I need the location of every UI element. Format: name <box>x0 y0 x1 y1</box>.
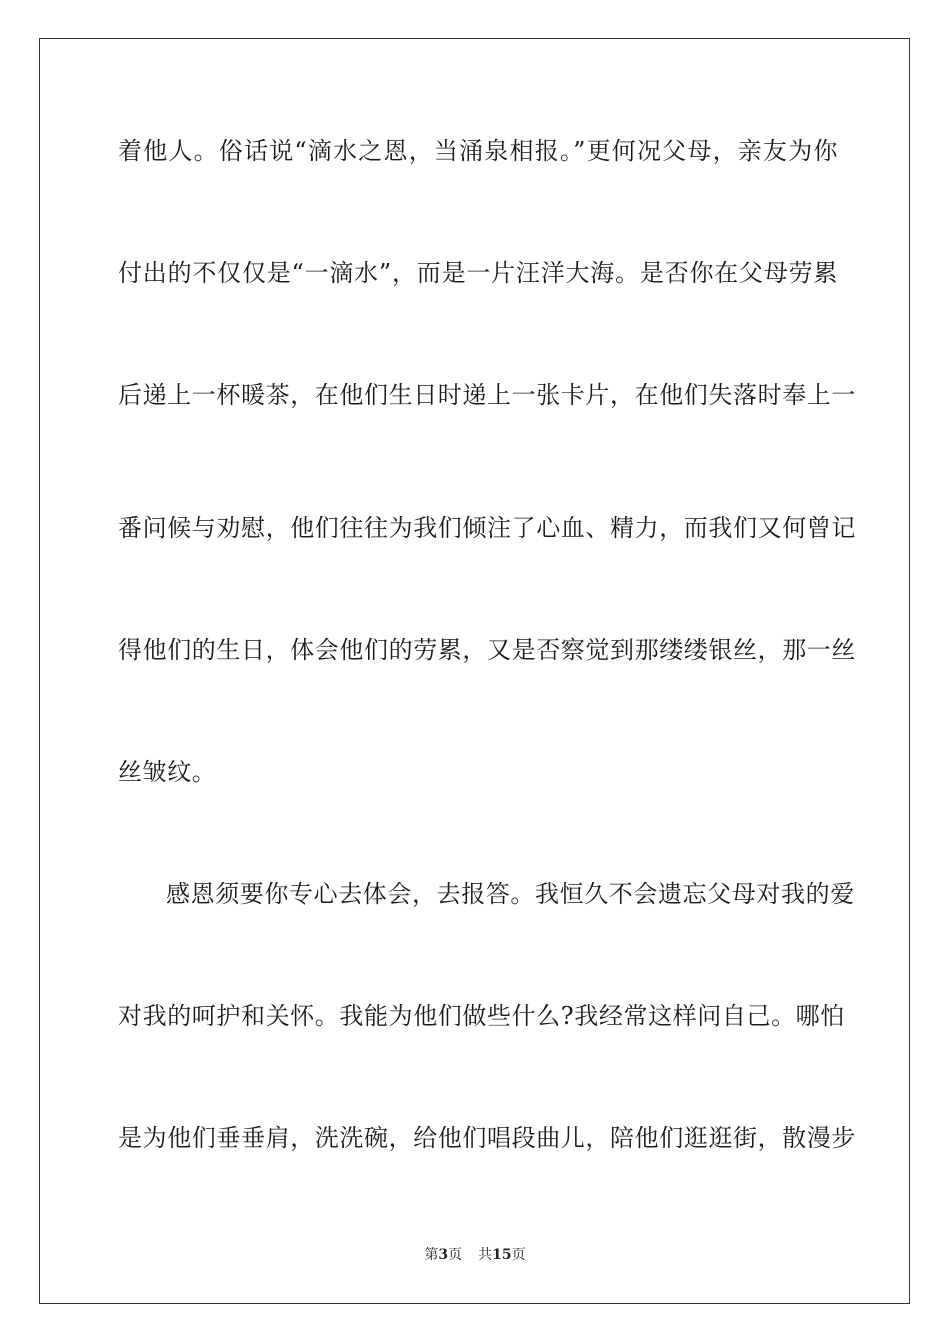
text-line-9: 是为他们垂垂肩，洗洗碗，给他们唱段曲儿，陪他们逛逛街，散漫步 <box>118 1124 856 1152</box>
total-suffix: 页 <box>511 1247 526 1263</box>
text-line-5: 得他们的生日，体会他们的劳累，又是否察觉到那缕缕银丝，那一丝 <box>118 636 856 664</box>
text-line-1: 着他人。俗话说“滴水之恩，当涌泉相报。”更何况父母，亲友为你 <box>118 137 838 165</box>
total-pages: 15 <box>492 1247 512 1263</box>
page-footer <box>0 1245 950 1265</box>
page-number: 3 <box>438 1247 449 1263</box>
text-line-3: 后递上一杯暖茶，在他们生日时递上一张卡片，在他们失落时奉上一 <box>118 381 856 409</box>
page-suffix: 页 <box>448 1247 463 1263</box>
text-line-6: 丝皱纹。 <box>118 758 217 786</box>
text-line-2: 付出的不仅仅是“一滴水”，而是一片汪洋大海。是否你在父母劳累 <box>118 259 838 287</box>
text-line-4: 番问候与劝慰，他们往往为我们倾注了心血、精力，而我们又何曾记 <box>118 514 856 542</box>
text-line-8: 对我的呵护和关怀。我能为他们做些什么?我经常这样问自己。哪怕 <box>118 1002 845 1030</box>
page-border <box>39 38 910 1304</box>
page-prefix: 第 <box>424 1247 439 1263</box>
total-prefix: 共 <box>478 1247 493 1263</box>
text-line-7: 感恩须要你专心去体会，去报答。我恒久不会遗忘父母对我的爱 <box>166 880 855 908</box>
